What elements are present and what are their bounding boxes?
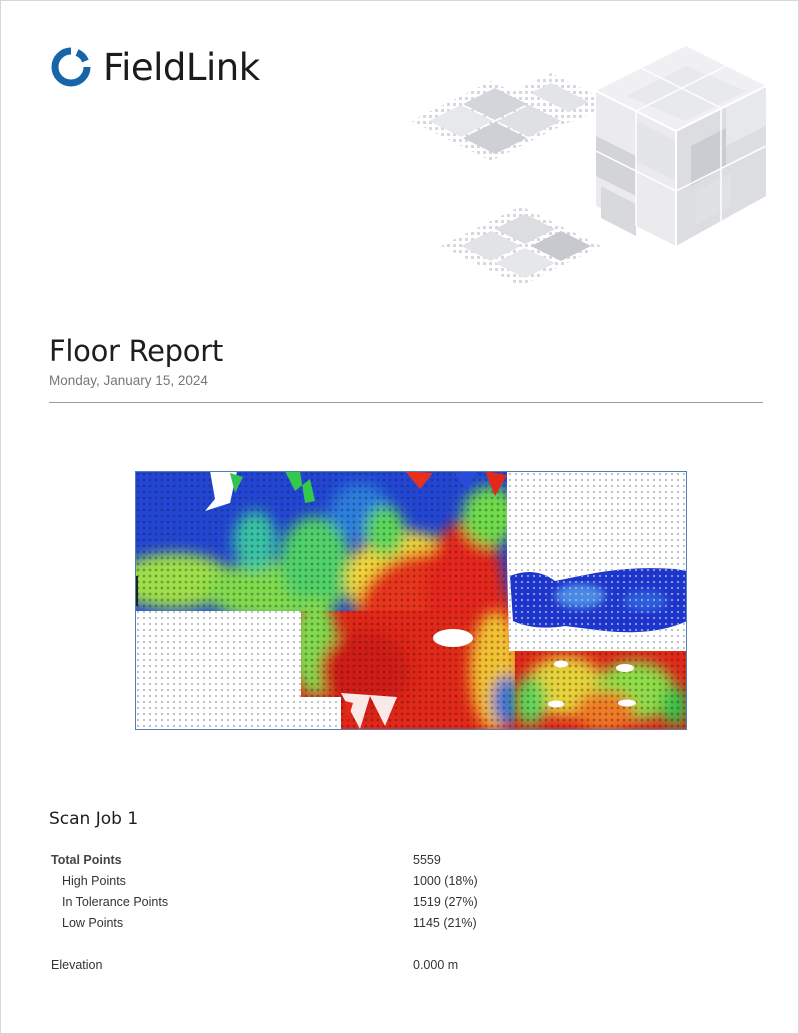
isometric-cubes-decoration <box>401 41 771 306</box>
stat-value: 0.000 m <box>413 958 459 972</box>
scan-job-title: Scan Job 1 <box>49 809 139 829</box>
stat-value: 1145 (21%) <box>413 916 477 930</box>
stat-label: High Points <box>62 874 126 888</box>
brand-logo <box>51 47 260 87</box>
stat-label: Low Points <box>62 916 124 930</box>
fieldlink-ring-icon <box>51 47 91 87</box>
stat-label: Total Points <box>51 853 122 867</box>
report-title: Floor Report <box>49 334 223 368</box>
stat-value: 1519 (27%) <box>413 895 478 909</box>
stat-value: 5559 <box>413 853 441 867</box>
brand-name: FieldLink <box>103 45 260 89</box>
title-divider <box>49 402 763 403</box>
stat-label: Elevation <box>51 958 103 972</box>
floor-flatness-heatmap <box>135 471 687 731</box>
stat-label: In Tolerance Points <box>62 895 169 909</box>
stat-value: 1000 (18%) <box>413 874 478 888</box>
report-date: Monday, January 15, 2024 <box>49 373 208 388</box>
